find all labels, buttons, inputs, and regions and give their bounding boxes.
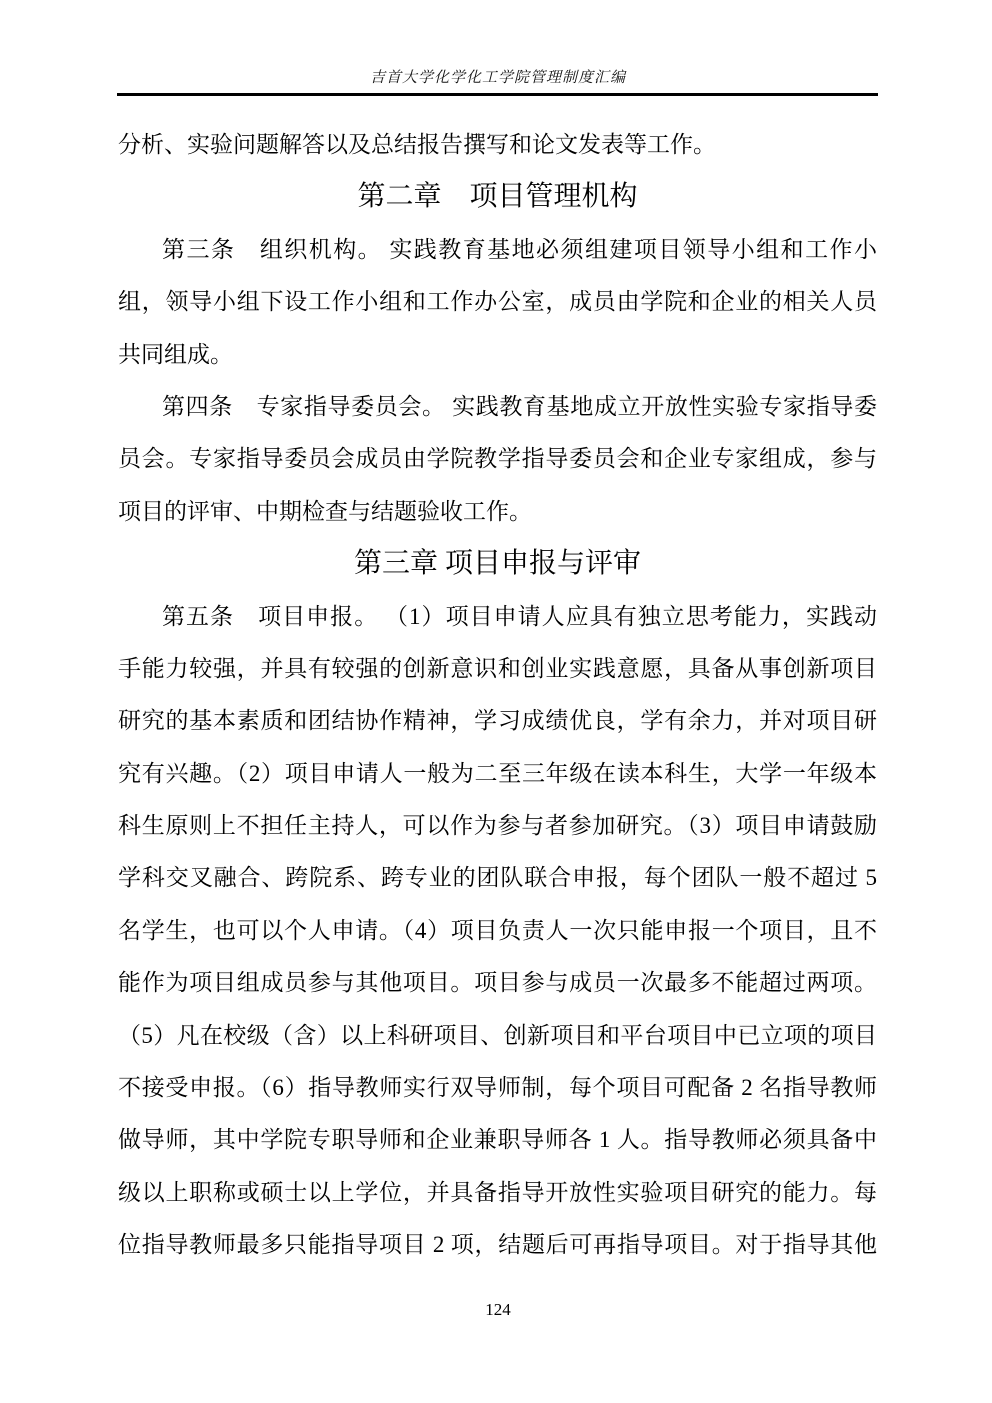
text-line: 级以上职称或硕士以上学位，并具备指导开放性实验项目研究的能力。每 xyxy=(118,1179,877,1205)
header-title: 吉首大学化学化工学院管理制度汇编 xyxy=(369,70,626,86)
text-line: 名学生，也可以个人申请。（4）项目负责人一次只能申报一个项目，且不 xyxy=(118,917,877,943)
chapter-heading: 第二章 项目管理机构 xyxy=(357,181,638,213)
text-line: 第四条 专家指导委员会。 实践教育基地成立开放性实验专家指导委 xyxy=(162,393,877,419)
header-rule xyxy=(117,93,878,96)
text-line: 学科交叉融合、跨院系、跨专业的团队联合申报，每个团队一般不超过 5 xyxy=(118,865,877,891)
document-body xyxy=(118,119,877,1272)
page-number: 124 xyxy=(485,1300,511,1319)
text-line: 组，领导小组下设工作小组和工作办公室，成员由学院和企业的相关人员 xyxy=(118,289,877,315)
text-line: 员会。专家指导委员会成员由学院教学指导委员会和企业专家组成，参与 xyxy=(118,446,877,472)
text-line: 项目的评审、中期检查与结题验收工作。 xyxy=(118,498,532,524)
text-line: 科生原则上不担任主持人，可以作为参与者参加研究。（3）项目申请鼓励 xyxy=(118,813,877,839)
text-line: 能作为项目组成员参与其他项目。项目参与成员一次最多不能超过两项。 xyxy=(118,970,877,996)
text-line: （5）凡在校级（含）以上科研项目、创新项目和平台项目中已立项的项目 xyxy=(118,1022,877,1048)
text-line: 研究的基本素质和团结协作精神，学习成绩优良，学有余力，并对项目研 xyxy=(118,708,877,734)
text-line: 不接受申报。（6）指导教师实行双导师制，每个项目可配备 2 名指导教师 xyxy=(118,1075,877,1101)
text-line: 第五条 项目申报。 （1）项目申请人应具有独立思考能力，实践动 xyxy=(162,603,877,629)
text-line: 手能力较强，并具有较强的创新意识和创业实践意愿，具备从事创新项目 xyxy=(118,655,877,681)
text-line: 第三条 组织机构。 实践教育基地必须组建项目领导小组和工作小 xyxy=(162,236,877,262)
text-line: 共同组成。 xyxy=(118,341,233,367)
text-line: 究有兴趣。（2）项目申请人一般为二至三年级在读本科生，大学一年级本 xyxy=(118,760,877,786)
chapter-heading: 第三章 项目申报与评审 xyxy=(353,548,641,580)
text-line: 做导师，其中学院专职导师和企业兼职导师各 1 人。指导教师必须具备中 xyxy=(118,1127,877,1153)
text-line: 分析、实验问题解答以及总结报告撰写和论文发表等工作。 xyxy=(118,132,716,157)
text-line: 位指导教师最多只能指导项目 2 项，结题后可再指导项目。对于指导其他 xyxy=(118,1232,877,1258)
